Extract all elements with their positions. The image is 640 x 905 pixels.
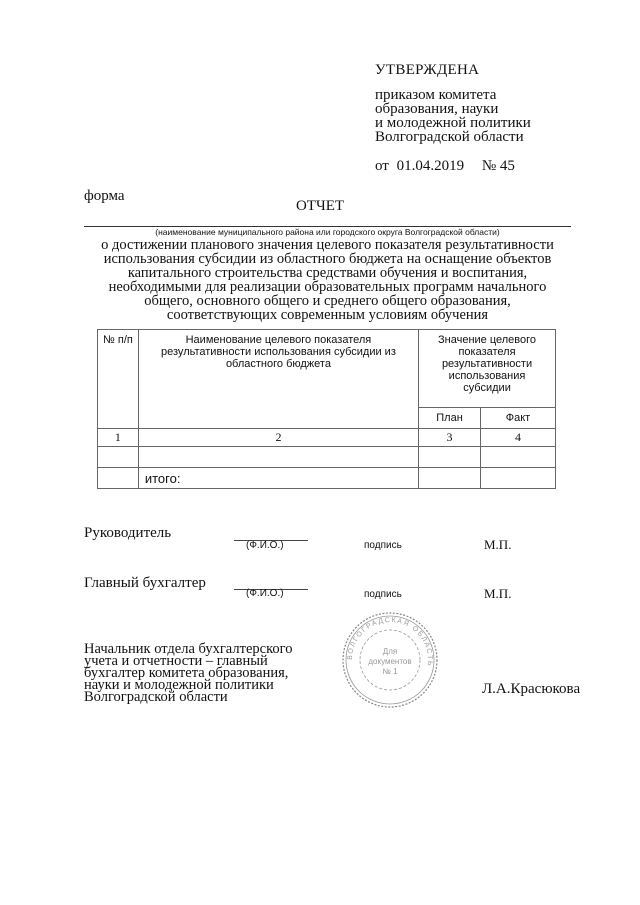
- total-label: итого:: [138, 468, 418, 489]
- report-subject: [84, 238, 571, 322]
- empty-cell[interactable]: [98, 447, 139, 468]
- empty-cell[interactable]: [98, 468, 139, 489]
- stamp-center-line: № 1: [382, 667, 398, 676]
- stamp-center-line: документов: [368, 657, 412, 666]
- stamp-center-line: Для: [382, 647, 398, 656]
- head-mp: М.П.: [484, 537, 512, 552]
- stamp-ring-text: ВОЛГОГРАДСКАЯ ОБЛАСТЬ: [346, 616, 434, 668]
- header-indicator: Наименование целевого показателя результативности использования субсидии из областного бюджета: [138, 330, 418, 429]
- head-sign: подпись: [364, 540, 402, 551]
- accountant-fio: (Ф.И.О.): [246, 588, 284, 599]
- order-date: 01.04.2019: [396, 158, 465, 174]
- order-reference: [375, 158, 531, 174]
- chief-line: Начальник отдела бухгалтерского: [84, 641, 293, 657]
- subject-line: соответствующих современным условиям обучения: [166, 307, 489, 323]
- chief-line: учета и отчетности – главный: [84, 653, 268, 669]
- table-row: [98, 429, 556, 447]
- chief-line: бухгалтер комитета образования,: [84, 665, 289, 681]
- header-plan: План: [419, 408, 481, 429]
- table-row: [98, 447, 556, 468]
- approval-block: [375, 62, 531, 174]
- subject-line: о достижении планового значения целевого показателя результативности: [101, 237, 554, 253]
- approval-line: образования, науки: [375, 101, 499, 117]
- accountant-mp: М.П.: [484, 586, 512, 601]
- approval-body: [375, 88, 531, 144]
- empty-cell[interactable]: [138, 447, 418, 468]
- total-row: [98, 468, 556, 489]
- signer-name: Л.А.Красюкова: [482, 681, 581, 697]
- chief-line: Волгоградской области: [84, 689, 228, 705]
- order-prefix: от: [375, 158, 389, 174]
- column-number: 4: [481, 429, 556, 447]
- header-fact: Факт: [481, 408, 556, 429]
- header-num: № п/п: [98, 330, 139, 429]
- report-table: [97, 329, 556, 489]
- header-value: Значение целевого показателя результативности использования субсидии: [419, 330, 556, 408]
- empty-cell[interactable]: [481, 447, 556, 468]
- document-title: ОТЧЕТ: [295, 198, 345, 214]
- chief-line: науки и молодежной политики: [84, 677, 274, 693]
- order-number: № 45: [481, 158, 515, 174]
- form-label: форма: [84, 188, 125, 204]
- empty-cell[interactable]: [419, 468, 481, 489]
- accountant-sign: подпись: [364, 589, 402, 600]
- chief-accountant-block: [84, 643, 292, 703]
- accountant-role: Главный бухгалтер: [84, 575, 206, 591]
- column-number: 2: [138, 429, 418, 447]
- subject-line: необходимыми для реализации образовательных программ начального: [108, 279, 547, 295]
- official-stamp: [340, 610, 440, 710]
- municipality-caption: (наименование муниципального района или городского округа Волгоградской области): [155, 227, 500, 237]
- empty-cell[interactable]: [481, 468, 556, 489]
- subject-line: использования субсидии из областного бюджета на оснащение объектов: [103, 251, 552, 267]
- subject-line: капитального строительства средствами обучения и воспитания,: [127, 265, 528, 281]
- approval-line: приказом комитета: [375, 87, 497, 103]
- approval-line: Волгоградской области: [375, 129, 524, 145]
- approval-line: и молодежной политики: [375, 115, 531, 131]
- head-role: Руководитель: [84, 525, 172, 541]
- column-number: 1: [98, 429, 139, 447]
- empty-cell[interactable]: [419, 447, 481, 468]
- column-number: 3: [419, 429, 481, 447]
- table-header-row: [98, 330, 556, 408]
- subject-line: общего, основного общего и среднего общего образования,: [144, 293, 511, 309]
- head-fio: (Ф.И.О.): [246, 540, 284, 551]
- approval-heading: УТВЕРЖДЕНА: [375, 62, 480, 78]
